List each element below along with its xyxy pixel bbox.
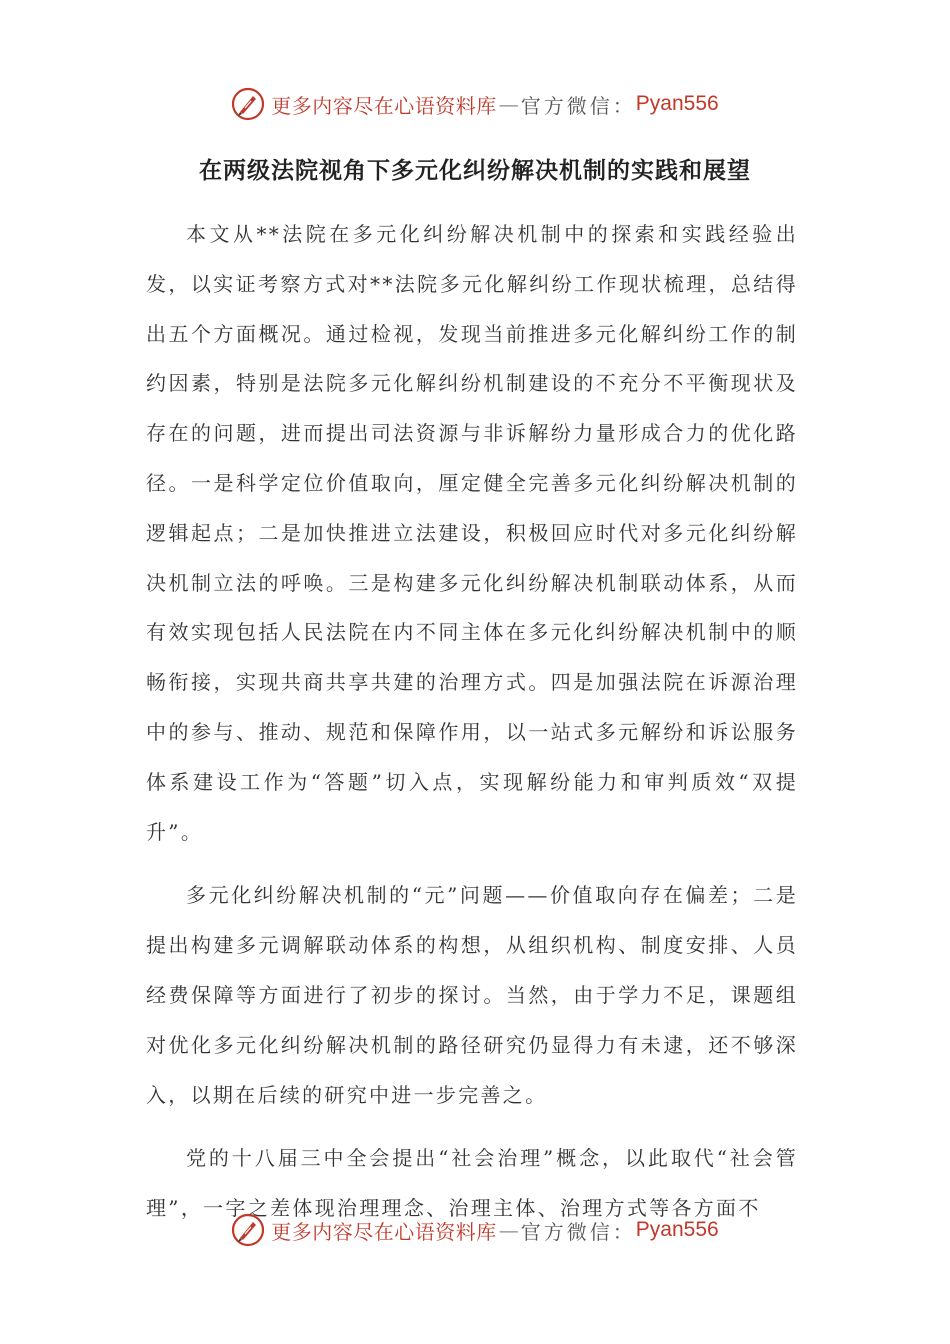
banner-wechat-id: Pyan556 [635, 1218, 719, 1241]
paragraph-1: 本文从**法院在多元化纠纷解决机制中的探索和实践经验出发，以实证考察方式对**法院多元化解纠纷工作现状梳理，总结得出五个方面概况。通过检视，发现当前推进多元化解纠纷工作的制约因素，特别是法院多元化解纠纷机制建设的不充分不平衡现状及存在的问题，进而提出司法资源与非诉解纷力量形成合力的优化路径。一是科学定位价值取向，厘定健全完善多元化纠纷解决机制的逻辑起点；二是加快推进立法建设，积极回应时代对多元化纠纷解决机制立法的呼唤。三是构建多元化纠纷解决机制联动体系，从而有效实现包括人民法院在内不同主体在多元化纠纷解决机制中的顺畅衔接，实现共商共享共建的治理方式。四是加强法院在诉源治理中的参与、推动、规范和保障作用，以一站式多元解纷和诉讼服务体系建设工作为“答题”切入点，实现解纷能力和审判质效“双提升”。 [146, 222, 798, 844]
banner-brand: 更多内容尽在心语资料库 [271, 93, 497, 118]
banner-brand: 更多内容尽在心语资料库 [271, 1219, 497, 1244]
banner-separator: — [498, 92, 519, 116]
banner-wechat-id: Pyan556 [635, 92, 719, 115]
banner-separator: — [498, 1218, 519, 1242]
document-body [146, 210, 798, 1234]
banner-label: 官方微信： [520, 93, 636, 118]
paragraph-3: 党的十八届三中全会提出“社会治理”概念，以此取代“社会管理”，一字之差体现治理理念、治理主体、治理方式等各方面不 [146, 1146, 798, 1221]
document-title: 在两级法院视角下多元化纠纷解决机制的实践和展望 [199, 158, 751, 184]
banner-label: 官方微信： [520, 1219, 636, 1244]
quill-logo-icon [231, 87, 265, 121]
footer-banner [0, 1208, 950, 1252]
paragraph-2: 多元化纠纷解决机制的“元”问题——价值取向存在偏差；二是提出构建多元调解联动体系的构想，从组织机构、制度安排、人员经费保障等方面进行了初步的探讨。当然，由于学力不足，课题组对优化多元化纠纷解决机制的路径研究仍显得力有未逮，还不够深入，以期在后续的研究中进一步完善之。 [146, 883, 798, 1107]
header-banner [0, 82, 950, 126]
quill-logo-icon [231, 1213, 265, 1247]
